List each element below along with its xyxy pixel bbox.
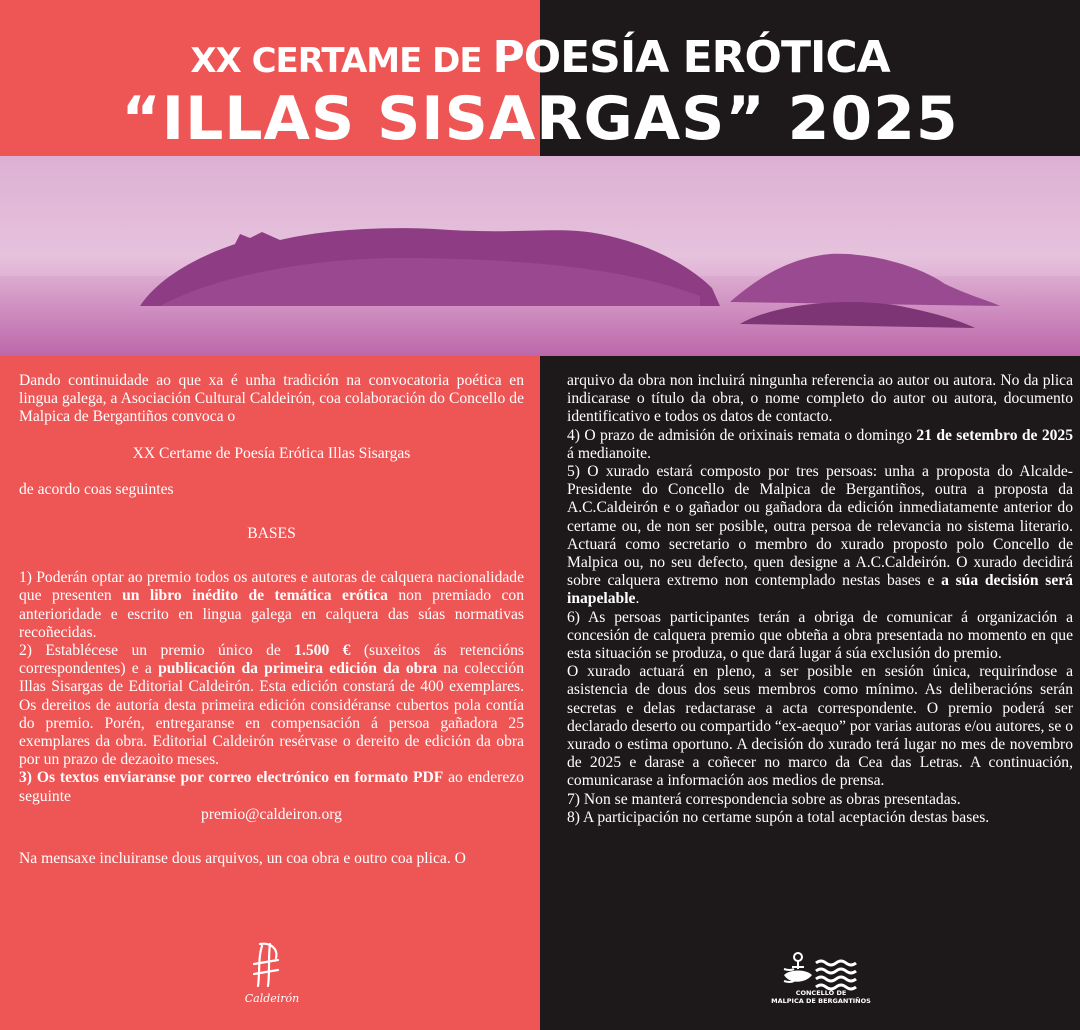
- svg-text:Caldeirón: Caldeirón: [244, 992, 300, 1005]
- base-3: 3) Os textos enviaranse por correo electrónico en formato PDF ao enderezo seguinte: [19, 769, 524, 805]
- caldeiron-logo: [232, 938, 312, 1008]
- base-1: 1) Poderán optar ao premio todos os autores e autoras de calquera nacionalidade que presenten un libro inédito de temática erótica non premiado con anterioridade e escrito en lingua galega en calquera das súas normativas recoñecidas.: [19, 569, 524, 641]
- title-line-1: [0, 32, 1080, 83]
- message-text: Na mensaxe incluiranse dous arquivos, un coa obra e outro coa plica. O: [19, 850, 466, 868]
- right-column: [567, 372, 1073, 827]
- base-2: 2) Establécese un premio único de 1.500 € (suxeitos ás retencións correspondentes) e a publicación da primeira edición da obra na colección Illas Sisargas de Editorial Caldeirón. Esta edición constará de 400 exemplares. Os dereitos de autoría desta primeira edición considéranse cubertos pola contía do premio. Porén, entregaranse en compensación á persoa gañadora 25 exemplares da obra. Editorial Caldeirón resérvase o dereito de edición da obra por un prazo de dezaoito meses.: [19, 642, 524, 769]
- left-column: [19, 372, 524, 868]
- base-8: 8) A participación no certame supón a total aceptación destas bases.: [567, 808, 990, 826]
- jury-text: O xurado actuará en pleno, a ser posible en sesión única, requiríndose a asistencia de dous dos seus membros como mínimo. As deliberacións serán secretas e delas redactarase a acta correspondente. O premio poderá ser declarado deserto ou compartido “ex-aequo” por varias autoras e/ou autores, se o xurado o estima oportuno. A decisión do xurado terá lugar no mes de novembro de 2025 e darase a coñecer no marco da Cea das Letras. A continuación, comunicarase a información aos medios de prensa.: [567, 663, 1073, 790]
- intro-text: Dando continuidade ao que xa é unha tradición na convocatoria poética en lingua galega, a Asociación Cultural Caldeirón, coa colaboración do Concello de Malpica de Bergantiños convoca o: [19, 372, 524, 426]
- concello-caption: CONCELLO DE MALPICA DE BERGANTIÑOS: [771, 989, 871, 1005]
- base-6: 6) As persoas participantes terán a obriga de comunicar á organización a concesión de calquera premio que obteña a obra presentada no momento en que esta situación se produza, o que dará lugar á súa exclusión do premio.: [567, 608, 1073, 663]
- agreement-text: de acordo coas seguintes: [19, 480, 174, 498]
- email-address: premio@caldeiron.org: [201, 805, 342, 823]
- base-5: 5) O xurado estará composto por tres persoas: unha a proposta do Alcalde-Presidente do Concello de Malpica de Bergantiños, outra a proposta da A.C.Caldeirón e o gañador ou gañadora da edición inmediatamente anterior do certame ou, de non ser posible, outra persoa de relevancia no sistema literario. Actuará como secretario o membro do xurado proposto polo Concello de Malpica ou, no seu defecto, quen designe a A.C.Caldeirón. O xurado decidirá sobre calquera extremo non contemplado nestas bases e a súa decisión será inapelable.: [567, 463, 1073, 608]
- islands-photo: [0, 156, 1080, 356]
- plica-text: arquivo da obra non incluirá ningunha referencia ao autor ou autora. No da plica indicarase o título da obra, o nome completo do autor ou autora, documento identificativo e todos os datos de contacto.: [567, 372, 1073, 426]
- title-line-2: “ILLAS SISARGAS” 2025: [121, 84, 959, 154]
- base-4: 4) O prazo de admisión de orixinais remata o domingo 21 de setembro de 2025 á medianoite.: [567, 426, 1074, 462]
- event-name: XX Certame de Poesía Erótica Illas Sisargas: [132, 444, 411, 462]
- title-prefix: XX CERTAME DE: [190, 41, 493, 81]
- base-7: 7) Non se manterá correspondencia sobre as obras presentadas.: [567, 790, 961, 808]
- title-main: POESÍA ERÓTICA: [492, 32, 890, 83]
- bases-heading: BASES: [247, 525, 296, 543]
